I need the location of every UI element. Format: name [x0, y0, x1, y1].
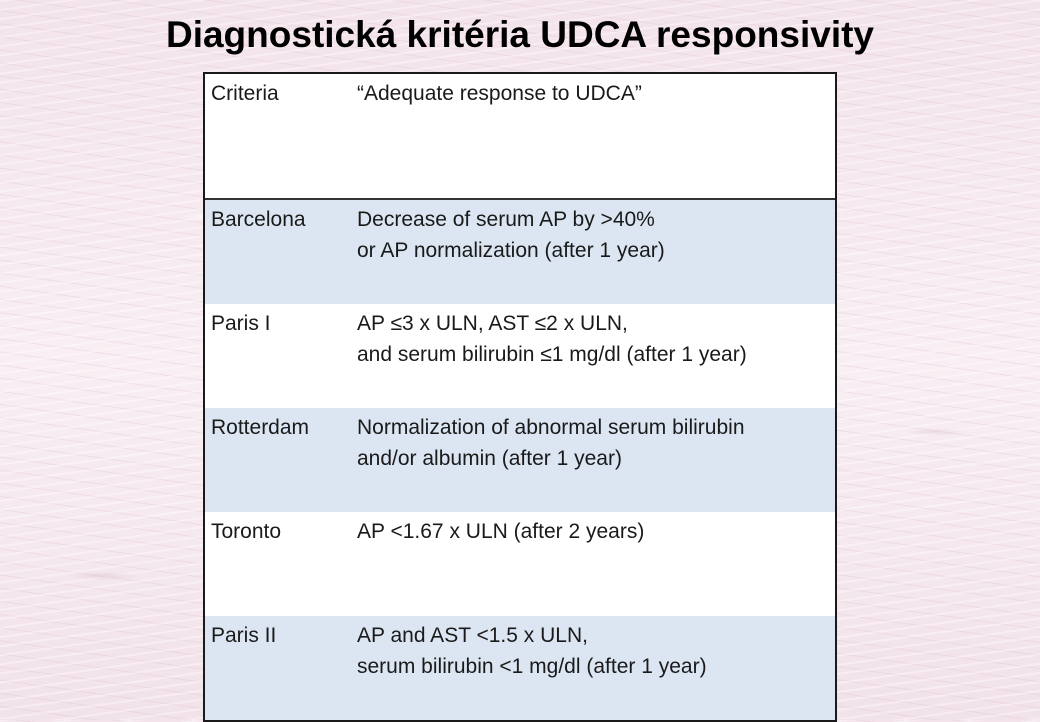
table-row-paris-i [205, 304, 835, 408]
description-line: Normalization of abnormal serum bilirubin [357, 416, 745, 439]
criteria-description [353, 204, 835, 304]
description-line: Decrease of serum AP by >40% [357, 208, 655, 231]
criteria-name: Rotterdam [211, 416, 310, 439]
criteria-name: Paris II [211, 624, 277, 647]
table-header-row [205, 74, 835, 200]
criteria-description [353, 308, 835, 408]
criteria-name: Paris I [211, 312, 271, 335]
table-row-paris-ii [205, 616, 835, 720]
criteria-name: Barcelona [211, 208, 306, 231]
criteria-description [353, 620, 835, 720]
table-row-rotterdam [205, 408, 835, 512]
header-response: “Adequate response to UDCA” [357, 82, 642, 105]
description-line: serum bilirubin <1 mg/dl (after 1 year) [357, 655, 707, 678]
slide-title: Diagnostická kritéria UDCA responsivity [165, 14, 875, 55]
table-row-toronto [205, 512, 835, 616]
description-line: and/or albumin (after 1 year) [357, 447, 622, 470]
description-line: AP <1.67 x ULN (after 2 years) [357, 520, 645, 543]
criteria-description [353, 516, 835, 616]
criteria-name: Toronto [211, 520, 282, 543]
description-line: AP ≤3 x ULN, AST ≤2 x ULN, [357, 312, 628, 335]
table-row-barcelona [205, 200, 835, 304]
criteria-description [353, 412, 835, 512]
description-line: or AP normalization (after 1 year) [357, 239, 665, 262]
description-line: and serum bilirubin ≤1 mg/dl (after 1 year) [357, 343, 747, 366]
header-criteria: Criteria [211, 82, 279, 105]
criteria-table [203, 72, 837, 722]
description-line: AP and AST <1.5 x ULN, [357, 624, 588, 647]
